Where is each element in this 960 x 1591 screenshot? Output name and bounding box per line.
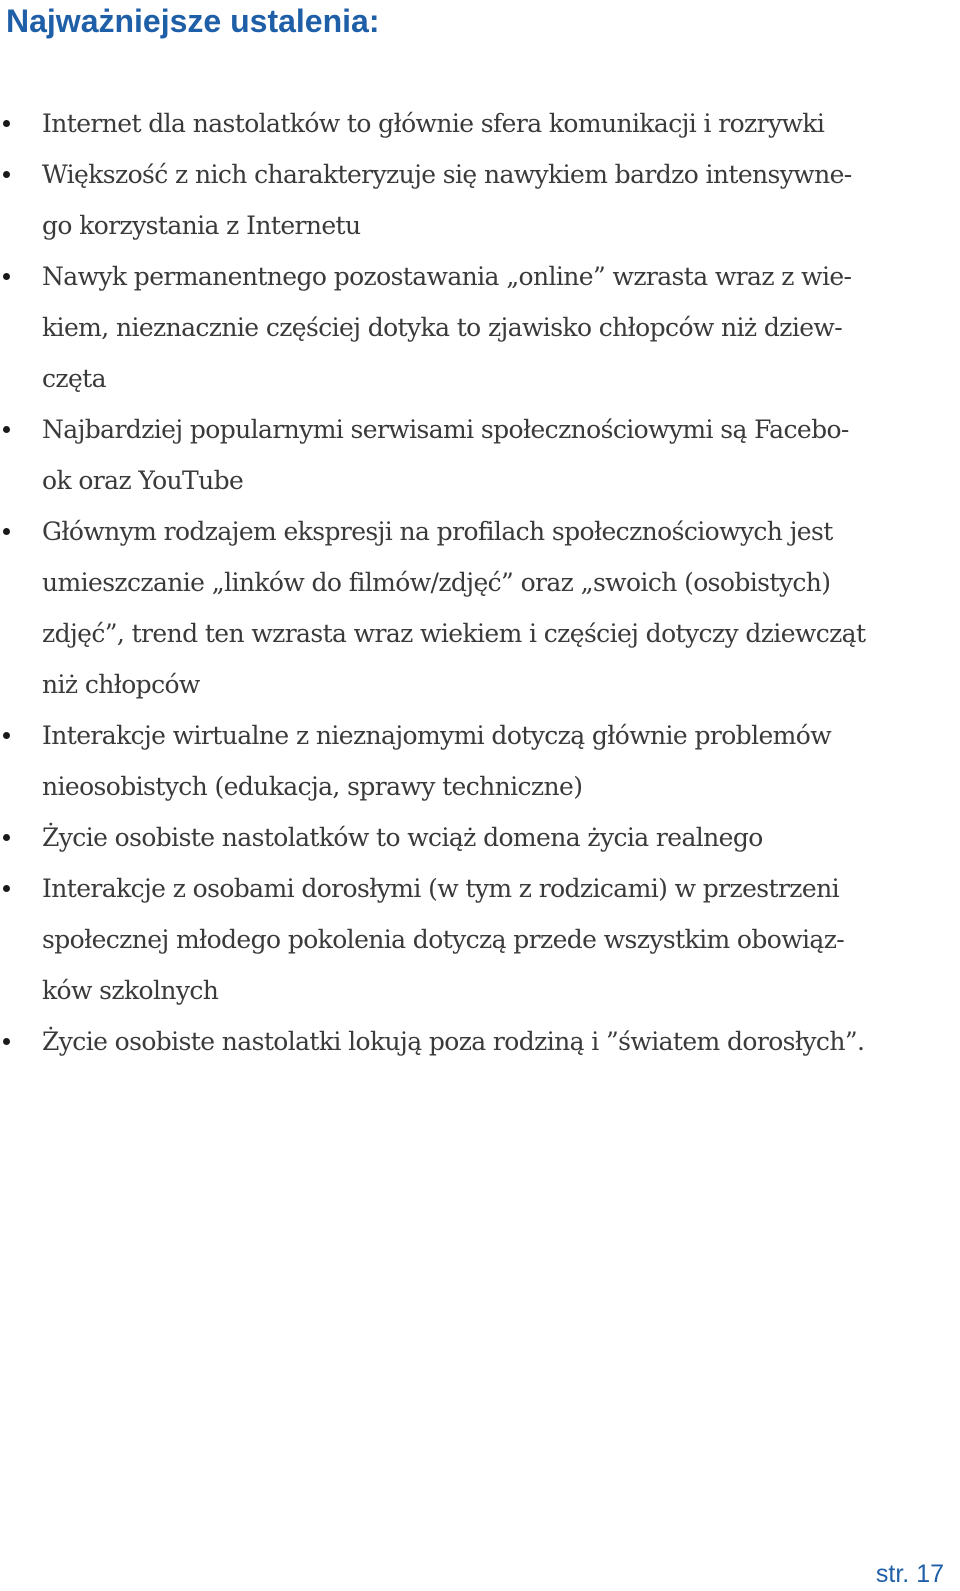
bullet-icon <box>3 732 10 739</box>
bullet-icon <box>3 426 10 433</box>
list-item-line: Większość z nich charakteryzuje się nawykiem bardzo intensywne- <box>42 160 852 189</box>
list-item-line: ok oraz YouTube <box>42 466 244 495</box>
list-item-line: Najbardziej popularnymi serwisami społecznościowymi są Facebo- <box>42 415 849 444</box>
list-item <box>0 149 900 251</box>
section-heading: Najważniejsze ustalenia: <box>6 3 380 39</box>
bullet-icon <box>3 528 10 535</box>
list-item-line: ków szkolnych <box>42 976 219 1005</box>
list-item-line: umieszczanie „linków do filmów/zdjęć” oraz „swoich (osobistych) <box>42 568 831 597</box>
list-item <box>0 710 900 812</box>
list-item-line: społecznej młodego pokolenia dotyczą przede wszystkim obowiąz- <box>42 925 845 954</box>
bullet-icon <box>3 834 10 841</box>
list-item-line: go korzystania z Internetu <box>42 211 361 240</box>
list-item-line: kiem, nieznacznie częściej dotyka to zjawisko chłopców niż dziew- <box>42 313 843 342</box>
bullet-icon <box>3 885 10 892</box>
bullet-icon <box>3 171 10 178</box>
list-item <box>0 506 900 710</box>
list-item <box>0 1016 900 1067</box>
list-item-line: Interakcje wirtualne z nieznajomymi dotyczą głównie problemów <box>42 721 832 750</box>
list-item-line: nieosobistych (edukacja, sprawy techniczne) <box>42 772 583 801</box>
list-item-line: Życie osobiste nastolatki lokują poza rodziną i ”światem dorosłych”. <box>42 1027 865 1056</box>
bullet-icon <box>3 120 10 127</box>
list-item <box>0 863 900 1016</box>
list-item-line: zdjęć”, trend ten wzrasta wraz wiekiem i częściej dotyczy dziewcząt <box>42 619 866 648</box>
list-item <box>0 251 900 404</box>
list-item-line: Internet dla nastolatków to głównie sfera komunikacji i rozrywki <box>42 109 825 138</box>
findings-list <box>0 98 900 1067</box>
bullet-icon <box>3 273 10 280</box>
list-item-line: częta <box>42 364 106 393</box>
list-item <box>0 98 900 149</box>
bullet-icon <box>3 1038 10 1045</box>
list-item-line: Głównym rodzajem ekspresji na profilach społecznościowych jest <box>42 517 833 546</box>
list-item-line: Życie osobiste nastolatków to wciąż domena życia realnego <box>42 823 763 852</box>
list-item-line: Interakcje z osobami dorosłymi (w tym z rodzicami) w przestrzeni <box>42 874 839 903</box>
list-item <box>0 812 900 863</box>
list-item-line: niż chłopców <box>42 670 200 699</box>
page-number: str. 17 <box>875 1560 944 1588</box>
list-item-line: Nawyk permanentnego pozostawania „online” wzrasta wraz z wie- <box>42 262 852 291</box>
list-item <box>0 404 900 506</box>
